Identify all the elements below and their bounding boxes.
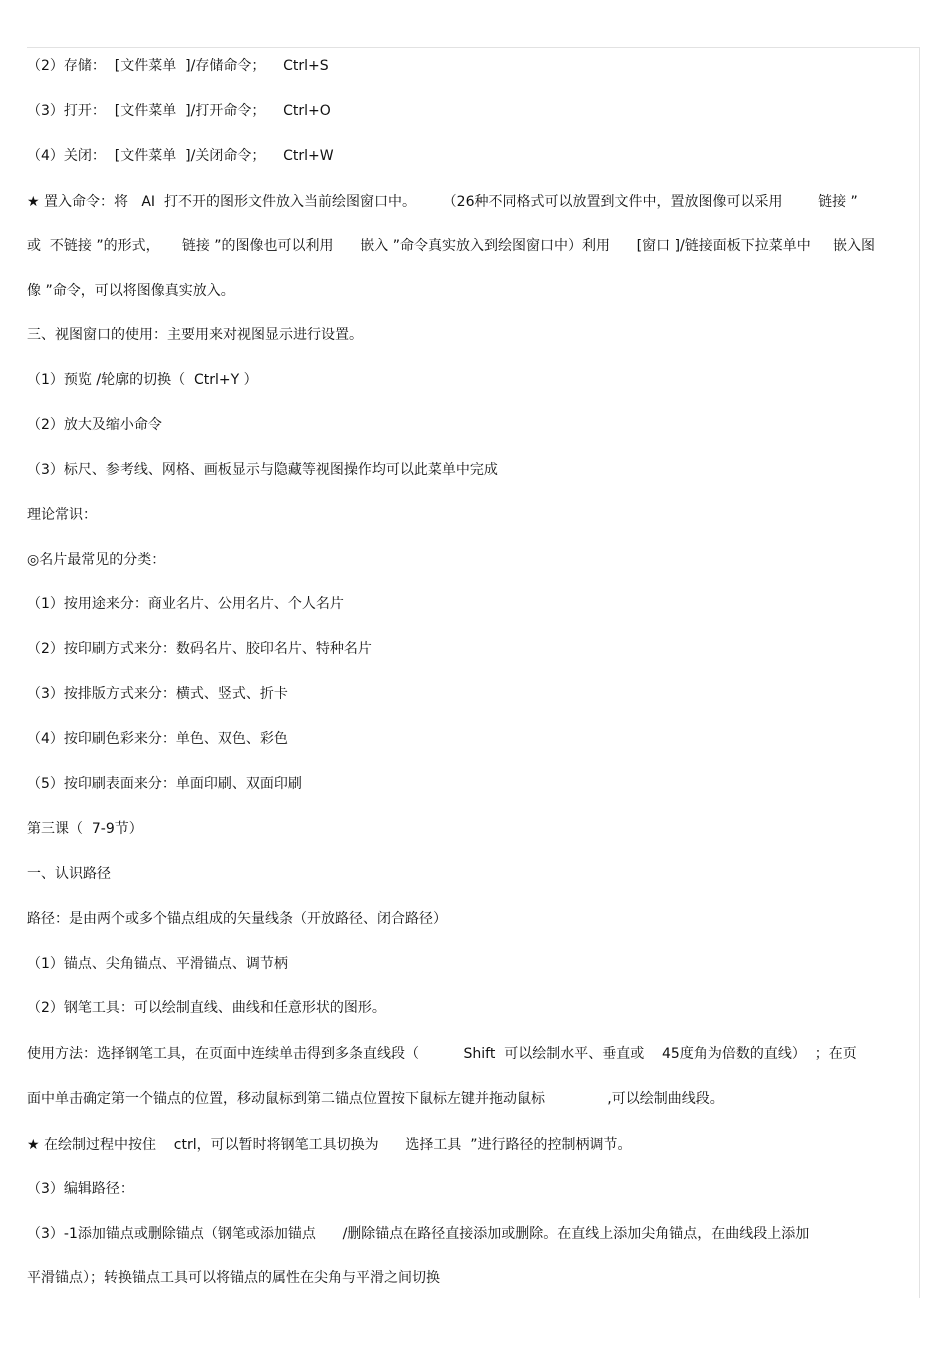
text-line: （1）锚点、尖角锚点、平滑锚点、调节柄 xyxy=(27,956,288,972)
text-line: （2）放大及缩小命令 xyxy=(27,417,162,433)
text-line: （3）-1添加锚点或删除锚点（钢笔或添加锚点 /删除锚点在路径直接添加或删除。在直线上添加尖角锚点，在曲线段上添加 xyxy=(27,1226,810,1242)
text-line: （5）按印刷表面来分：单面印刷、双面印刷 xyxy=(27,776,302,792)
text-line: （2）钢笔工具：可以绘制直线、曲线和任意形状的图形。 xyxy=(27,1000,386,1016)
text-line: 或 不链接 ”的形式， 链接 ”的图像也可以利用 嵌入 ”命令真实放入到绘图窗口中）利用 [窗口 ]/链接面板下拉菜单中 嵌入图 xyxy=(27,238,876,254)
text-line: ★ 置入命令：将 AI 打不开的图形文件放入当前绘图窗口中。 （26种不同格式可以放置到文件中，置放图像可以采用 链接 ” xyxy=(27,194,858,210)
text-line: 理论常识： xyxy=(27,507,97,523)
text-line: 第三课（ 7-9节） xyxy=(27,821,143,837)
text-line: 路径：是由两个或多个锚点组成的矢量线条（开放路径、闭合路径） xyxy=(27,911,447,927)
text-line: ◎名片最常见的分类： xyxy=(27,552,166,568)
text-line: （2）存储： [文件菜单 ]/存储命令； Ctrl+S xyxy=(27,58,329,74)
text-line: （1）预览 /轮廓的切换（ Ctrl+Y ） xyxy=(27,372,258,388)
text-line: （3）标尺、参考线、网格、画板显示与隐藏等视图操作均可以此菜单中完成 xyxy=(27,462,498,478)
text-line: ★ 在绘制过程中按住 ctrl，可以暂时将钢笔工具切换为 选择工具 ”进行路径的控制柄调节。 xyxy=(27,1137,632,1153)
text-line: 像 ”命令，可以将图像真实放入。 xyxy=(27,283,235,299)
text-line: 三、视图窗口的使用：主要用来对视图显示进行设置。 xyxy=(27,327,363,343)
text-line: 平滑锚点）；转换锚点工具可以将锚点的属性在尖角与平滑之间切换 xyxy=(27,1270,440,1286)
text-line: 面中单击确定第一个锚点的位置，移动鼠标到第二锚点位置按下鼠标左键并拖动鼠标 ,可以绘制曲线段。 xyxy=(27,1091,724,1107)
text-line: 一、认识路径 xyxy=(27,866,111,882)
text-line: （4）关闭： [文件菜单 ]/关闭命令； Ctrl+W xyxy=(27,148,334,164)
text-line: （3）按排版方式来分：横式、竖式、折卡 xyxy=(27,686,288,702)
text-line: （4）按印刷色彩来分：单色、双色、彩色 xyxy=(27,731,288,747)
text-line: （3）打开： [文件菜单 ]/打开命令； Ctrl+O xyxy=(27,103,331,119)
text-line: （1）按用途来分：商业名片、公用名片、个人名片 xyxy=(27,596,344,612)
text-line: （3）编辑路径： xyxy=(27,1181,134,1197)
text-line: （2）按印刷方式来分：数码名片、胶印名片、特种名片 xyxy=(27,641,372,657)
page-border xyxy=(27,47,920,1298)
text-line: 使用方法：选择钢笔工具，在页面中连续单击得到多条直线段（ Shift 可以绘制水平、垂直或 45度角为倍数的直线） ；在页 xyxy=(27,1046,857,1062)
